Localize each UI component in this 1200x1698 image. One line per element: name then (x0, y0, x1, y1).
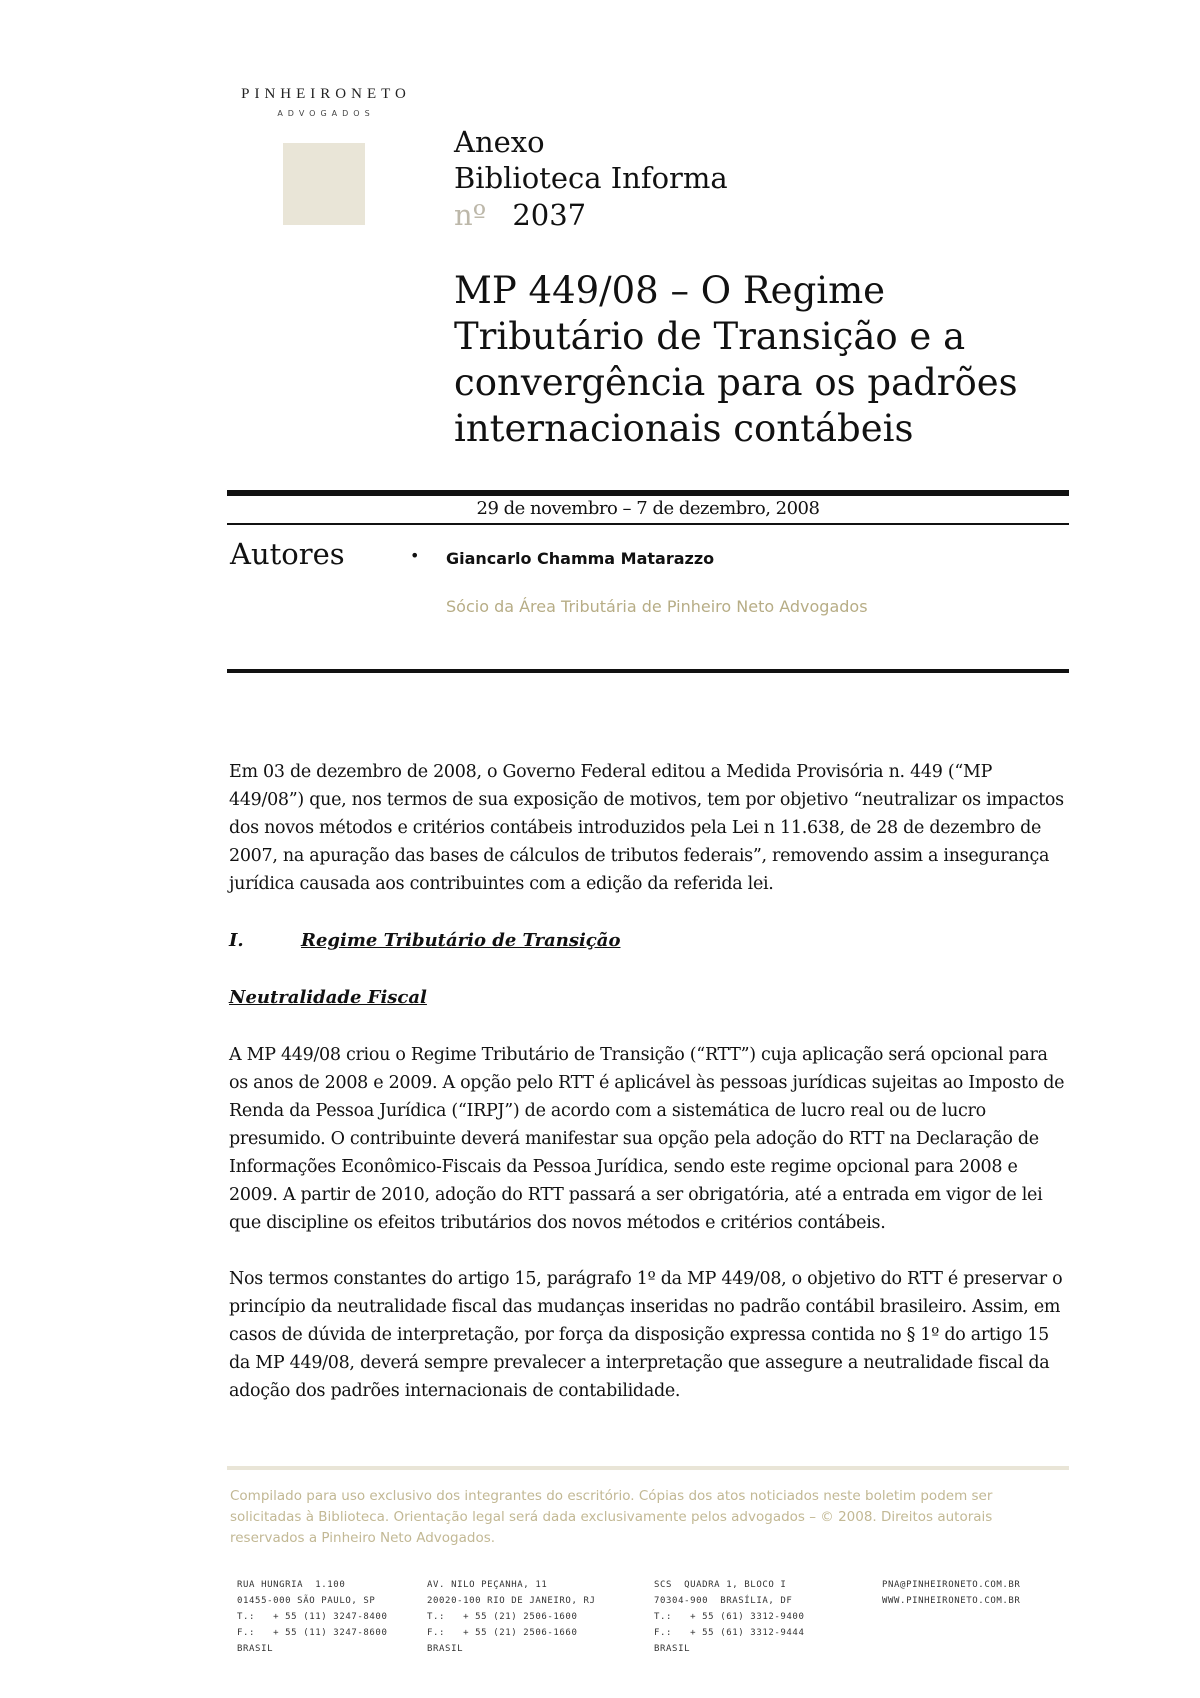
section-heading (229, 927, 1069, 955)
title-line: internacionais contábeis (454, 407, 914, 450)
section-number: I. (229, 930, 244, 951)
office-address-brasilia: SCS QUADRA 1, BLOCO I 70304-900 BRASÍLIA, DF T.: + 55 (61) 3312-9400 F.: + 55 (61) 3312-9444 BRASIL (654, 1580, 805, 1654)
section-title: Regime Tributário de Transição (301, 930, 621, 951)
office-address-rio-de-janeiro: AV. NILO PEÇANHA, 11 20020-100 RIO DE JANEIRO, RJ T.: + 55 (21) 2506-1600 F.: + 55 (21) 2506-1660 BRASIL (427, 1580, 596, 1654)
footer-disclaimer: Compilado para uso exclusivo dos integrantes do escritório. Cópias dos atos noticiados neste boletim podem ser solicitadas à Biblioteca. Orientação legal será dada exclusivamente pelos advogados – © 2008. Direitos autorais reservados a Pinheiro Neto Advogados. (230, 1488, 993, 1546)
title-line: Tributário de Transição e a (454, 315, 966, 358)
subsection-heading: Neutralidade Fiscal (229, 987, 427, 1008)
header-rule-thin (227, 523, 1069, 525)
body-paragraph: A MP 449/08 criou o Regime Tributário de Transição (“RTT”) cuja aplicação será opcional para os anos de 2008 e 2009. A opção pelo RTT é aplicável às pessoas jurídicas sujeitas ao Imposto de Renda da Pessoa Jurídica (“IRPJ”) de acordo com a sistemática de lucro real ou de lucro presumido. O contribuinte deverá manifestar sua opção pela adoção do RTT na Declaração de Informações Econômico-Fiscais da Pessoa Jurídica, sendo este regime opcional para 2008 e 2009. A partir de 2010, adoção do RTT passará a ser obrigatória, até a entrada em vigor de lei que discipline os efeitos tributários dos novos métodos e critérios contábeis. (229, 1045, 1065, 1233)
firm-logo (228, 86, 424, 118)
footer-rule (227, 1466, 1069, 1470)
author-role: Sócio da Área Tributária de Pinheiro Neto Advogados (446, 597, 868, 616)
author-name: Giancarlo Chamma Matarazzo (446, 549, 715, 568)
body-paragraph: Nos termos constantes do artigo 15, parágrafo 1º da MP 449/08, o objetivo do RTT é preservar o princípio da neutralidade fiscal das mudanças inseridas no padrão contábil brasileiro. Assim, em casos de dúvida de interpretação, por força da disposição expressa contida no § 1º do artigo 15 da MP 449/08, deverá sempre prevalecer a interpretação que assegure a neutralidade fiscal da adoção dos padrões internacionais de contabilidade. (229, 1269, 1063, 1401)
title-line: MP 449/08 – O Regime (454, 269, 886, 312)
title-line: convergência para os padrões (454, 361, 1018, 404)
document-title (454, 268, 1094, 452)
authors-rule (227, 669, 1069, 673)
header-rule-thick (227, 490, 1069, 496)
series-name: Biblioteca Informa (454, 161, 728, 195)
logo-name: PINHEIRONETO (241, 86, 411, 102)
logo-square-decoration (283, 143, 365, 225)
issue-number: 2037 (512, 198, 587, 232)
issue-line (454, 196, 728, 234)
annex-label: Anexo (454, 125, 545, 159)
author-bullet: • (410, 546, 420, 565)
office-address-sao-paulo: RUA HUNGRIA 1.100 01455-000 SÃO PAULO, SP T.: + 55 (11) 3247-8400 F.: + 55 (11) 3247-8600 BRASIL (237, 1580, 388, 1654)
date-range: 29 de novembro – 7 de dezembro, 2008 (476, 498, 820, 519)
logo-subtitle: ADVOGADOS (277, 109, 375, 118)
article-body (229, 758, 1069, 1405)
intro-paragraph: Em 03 de dezembro de 2008, o Governo Federal editou a Medida Provisória n. 449 (“MP 449/08”) que, nos termos de sua exposição de motivos, tem por objetivo “neutralizar os impactos dos novos métodos e critérios contábeis introduzidos pela Lei n 11.638, de 28 de dezembro de 2007, na apuração das bases de cálculos de tributos federais”, removendo assim a insegurança jurídica causada aos contribuintes com a edição da referida lei. (229, 762, 1064, 894)
bulletin-header (454, 124, 728, 234)
authors-label: Autores (230, 537, 345, 571)
contact-email-website: PNA@PINHEIRONETO.COM.BR WWW.PINHEIRONETO.COM.BR (882, 1580, 1021, 1606)
issue-label: nº (454, 198, 487, 232)
